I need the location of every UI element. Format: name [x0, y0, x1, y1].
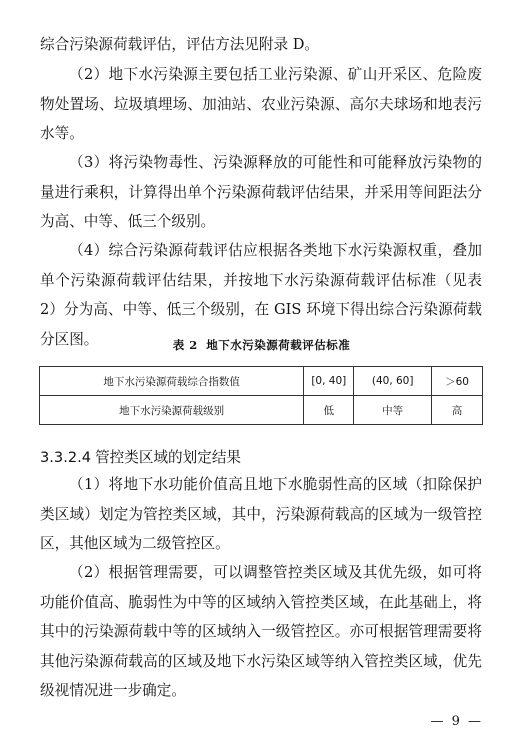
paragraph-pollution-sources: （2）地下水污染源主要包括工业污染源、矿山开采区、危险废物处置场、垃圾填埋场、加油站、农业污染源、高尔夫球场和地表污水等。: [40, 66, 482, 142]
section-heading: [40, 444, 241, 472]
paragraph-combined-load: （4）综合污染源荷载评估应根据各类地下水污染源权重，叠加单个污染源荷载评估结果，并按地下水污染源荷载评估标准（见表 2）分为高、中等、低三个级别，在 GIS 环境下得出综合污染源荷载分区图。: [40, 242, 482, 348]
table-row: [40, 396, 483, 425]
paragraph-continued: 综合污染源荷载评估，评估方法见附录 D。: [40, 36, 320, 53]
table-caption: [0, 337, 523, 353]
table-cell: [0, 40]: [304, 367, 354, 396]
section-number: 3.3.2.4: [40, 449, 92, 466]
load-standard-table: [39, 366, 483, 425]
table-cell: 中等: [354, 396, 432, 425]
paragraph-control-zone-1: （1）将地下水功能价值高且地下水脆弱性高的区域（扣除保护类区域）划定为管控类区域，其中，污染源荷载高的区域为一级管控区，其他区域为二级管控区。: [40, 476, 482, 552]
section-title: 管控类区域的划定结果: [95, 449, 242, 466]
table-caption-label: 表 2: [172, 338, 198, 352]
table-caption-title: 地下水污染源荷载评估标准: [206, 338, 351, 352]
table-cell: 高: [432, 396, 483, 425]
page-number: — 9 —: [430, 714, 483, 729]
table-cell-label: 地下水污染源荷载级别: [40, 396, 304, 425]
paragraph-control-zone-2: （2）根据管理需要，可以调整管控类区域及其优先级，如可将功能价值高、脆弱性为中等的区域纳入管控类区域，在此基础上，将其中的污染源荷载中等的区域纳入一级管控区。亦可根据管理需要将其他污染源荷载高的区域及地下水污染区域等纳入管控类区域，优先级视情况进一步确定。: [40, 564, 482, 699]
table-cell: 低: [304, 396, 354, 425]
table-cell-label: 地下水污染源荷载综合指数值: [40, 367, 304, 396]
table-row: [40, 367, 483, 396]
table-cell: ＞60: [432, 367, 483, 396]
table-cell: (40, 60]: [354, 367, 432, 396]
paragraph-single-load: （3）将污染物毒性、污染源释放的可能性和可能释放污染物的量进行乘积，计算得出单个污染源荷载评估结果，并采用等间距法分为高、中等、低三个级别。: [40, 154, 482, 230]
